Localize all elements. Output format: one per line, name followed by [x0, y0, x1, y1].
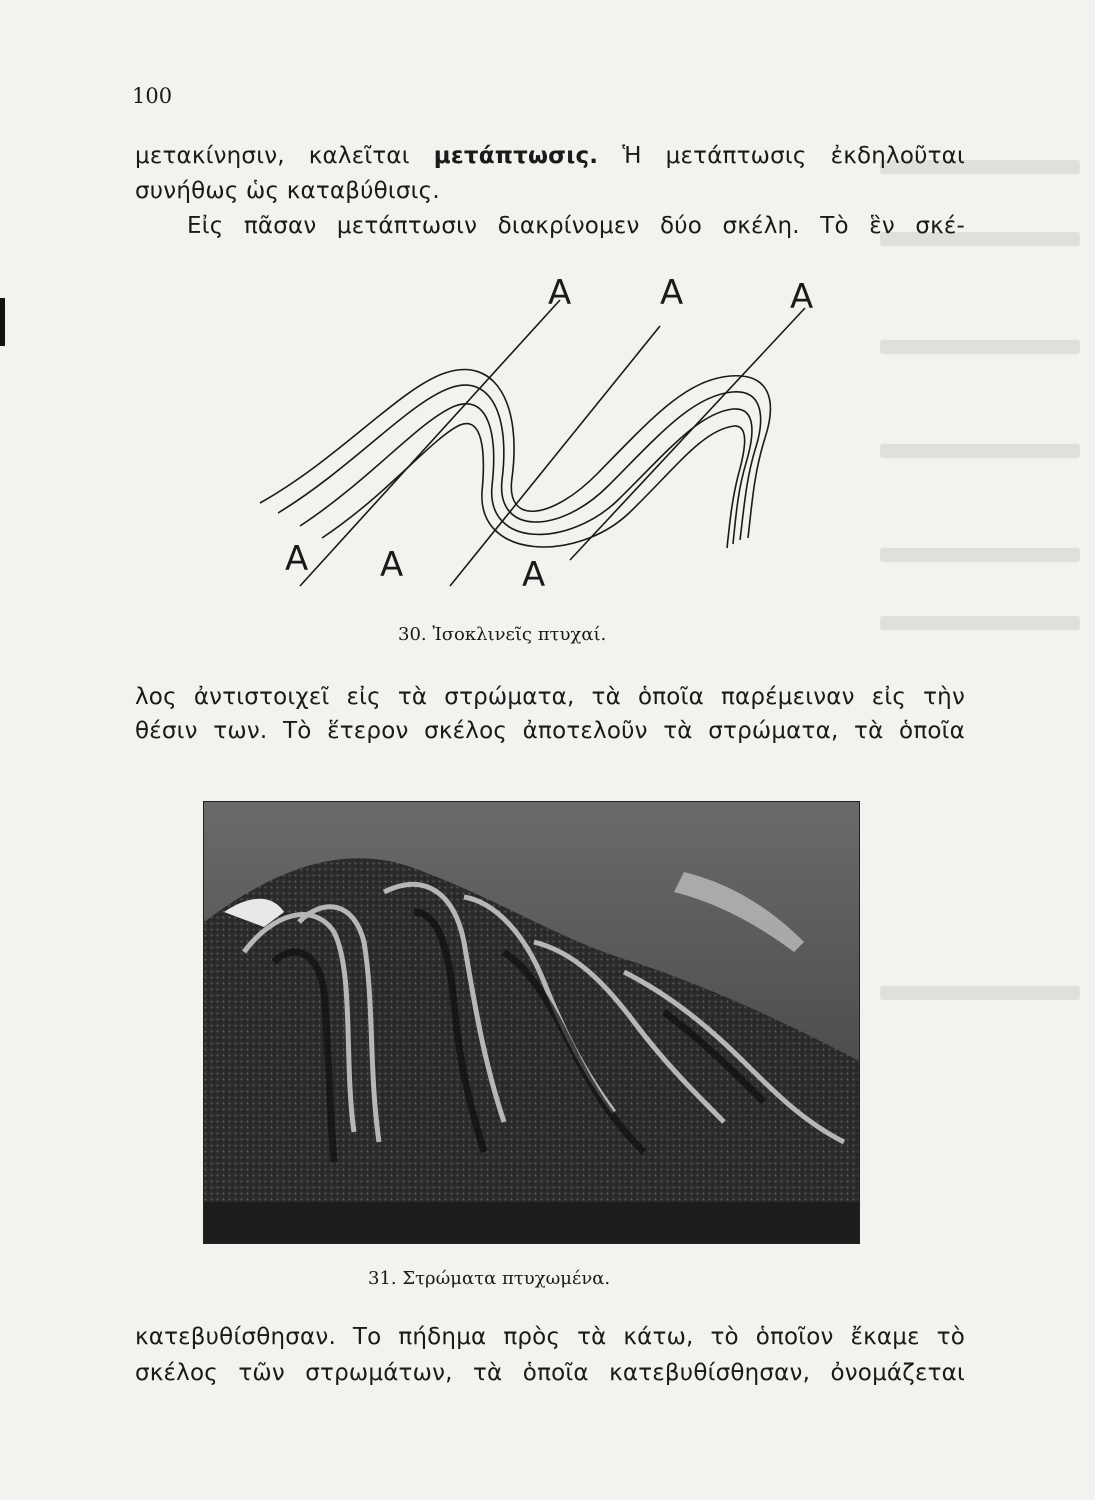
fold-label-bottom: A: [522, 555, 546, 595]
paragraph-line: θέσιν των. Τὸ ἕτερον σκέλος ἀποτελοῦν τὰ στρώματα, τὰ ὁποῖα: [135, 718, 965, 744]
show-through-text: [880, 616, 1080, 630]
text-run: μετακίνησιν, καλεῖται: [135, 143, 410, 169]
paragraph-line: σκέλος τῶν στρωμάτων, τὰ ὁποῖα κατεβυθίσθησαν, ὀνομάζεται: [135, 1360, 965, 1386]
paragraph-line: λος ἀντιστοιχεῖ εἰς τὰ στρώματα, τὰ ὁποῖα παρέμειναν εἰς τὴν: [135, 684, 965, 710]
folded-strata-photo: [203, 801, 860, 1244]
isoclinal-folds-diagram: [230, 268, 850, 598]
show-through-text: [880, 340, 1080, 354]
fold-layer: [260, 370, 770, 538]
fold-label-top: A: [660, 273, 684, 313]
paragraph-line: [135, 143, 965, 169]
page-number: 100: [132, 84, 173, 108]
figure-caption-31: 31. Στρώματα πτυχωμένα.: [368, 1268, 611, 1289]
axial-line: [300, 300, 560, 586]
fold-label-bottom: A: [285, 539, 309, 579]
show-through-text: [880, 986, 1080, 1000]
fold-label-bottom: A: [380, 545, 404, 585]
figure-caption-30: 30. Ἰσοκλινεῖς πτυχαί.: [398, 624, 607, 645]
paragraph-line: Εἰς πᾶσαν μετάπτωσιν διακρίνομεν δύο σκέλη. Τὸ ἓν σκέ-: [187, 213, 965, 239]
fold-layer: [322, 424, 745, 548]
axial-line: [570, 308, 805, 560]
scan-edge-mark: [0, 298, 5, 346]
fold-label-top: A: [548, 273, 572, 313]
show-through-text: [880, 548, 1080, 562]
paragraph-line: συνήθως ὡς καταβύθισις.: [135, 178, 440, 204]
text-run: Ἡ μετάπτωσις ἐκδηλοῦται: [622, 143, 965, 169]
bold-term: μετάπτωσις.: [433, 143, 599, 169]
show-through-text: [880, 444, 1080, 458]
paragraph-line: κατεβυθίσθησαν. Το πήδημα πρὸς τὰ κάτω, τὸ ὁποῖον ἔκαμε τὸ: [135, 1324, 965, 1350]
fold-label-top: A: [790, 277, 814, 317]
